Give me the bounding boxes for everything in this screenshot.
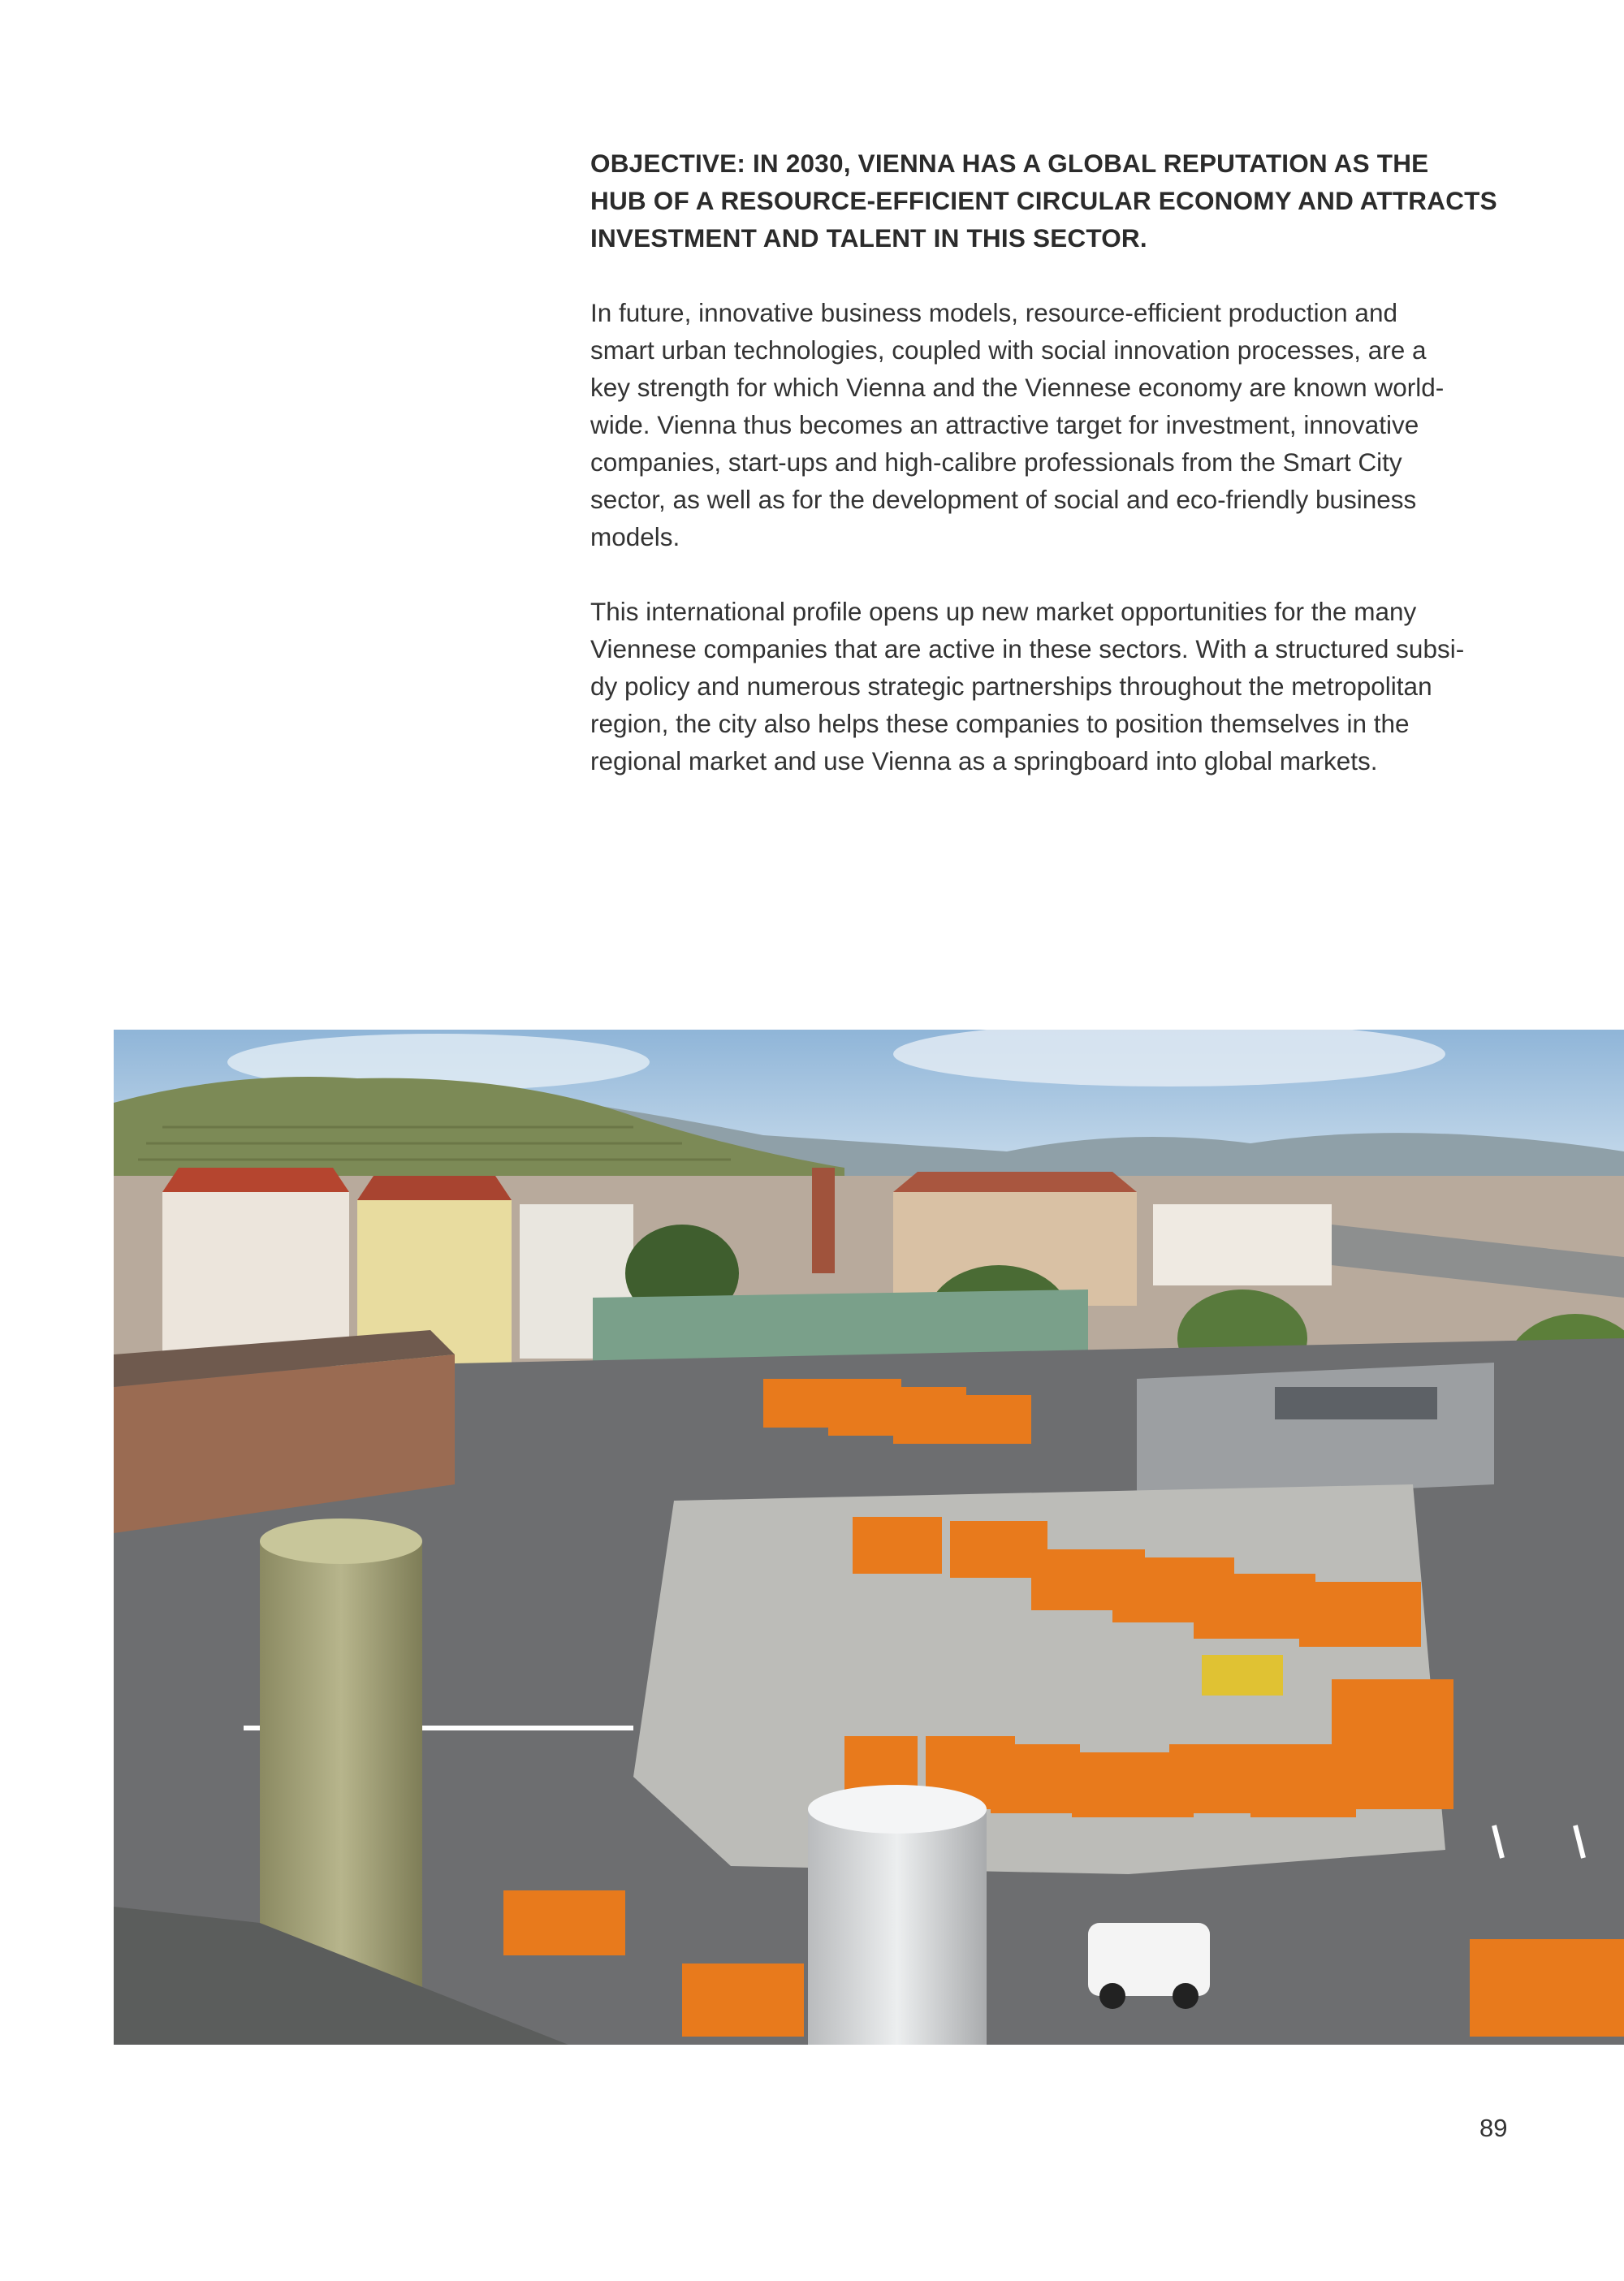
text-column (590, 145, 1524, 817)
paragraph-line: This international profile opens up new market opportunities for the many (590, 597, 1417, 626)
recycling-centre-illustration (114, 1030, 1624, 2045)
paragraph-international (590, 593, 1524, 780)
heading-line: HUB OF A RESOURCE-EFFICIENT CIRCULAR ECONOMY AND ATTRACTS (590, 186, 1497, 215)
paragraph-line: region, the city also helps these companies to position themselves in the (590, 709, 1410, 738)
paragraph-line: companies, start-ups and high-calibre professionals from the Smart City (590, 447, 1402, 477)
paragraph-line: smart urban technologies, coupled with social innovation processes, are a (590, 335, 1427, 365)
paragraph-line: key strength for which Vienna and the Viennese economy are known world- (590, 373, 1445, 402)
paragraph-line: dy policy and numerous strategic partnerships throughout the metropolitan (590, 672, 1432, 701)
paragraph-line: Viennese companies that are active in these sectors. With a structured subsi- (590, 634, 1465, 663)
excavator (1202, 1655, 1283, 1696)
objective-heading (590, 145, 1524, 257)
chimney (812, 1168, 835, 1273)
paragraph-line: sector, as well as for the development of social and eco-friendly business (590, 485, 1417, 514)
office-building (1137, 1363, 1494, 1501)
paragraph-line: wide. Vienna thus becomes an attractive target for investment, innovative (590, 410, 1419, 439)
heading-line: INVESTMENT AND TALENT IN THIS SECTOR. (590, 223, 1147, 253)
paragraph-line: regional market and use Vienna as a springboard into global markets. (590, 746, 1378, 775)
heading-line: OBJECTIVE: IN 2030, VIENNA HAS A GLOBAL REPUTATION AS THE (590, 149, 1429, 178)
paragraph-future (590, 294, 1524, 555)
paragraph-line: models. (590, 522, 680, 551)
page-number: 89 (1479, 2114, 1508, 2142)
paragraph-line: In future, innovative business models, resource-efficient production and (590, 298, 1397, 327)
recycling-centre-photo (114, 1030, 1624, 2045)
silo-right (808, 1809, 987, 2045)
